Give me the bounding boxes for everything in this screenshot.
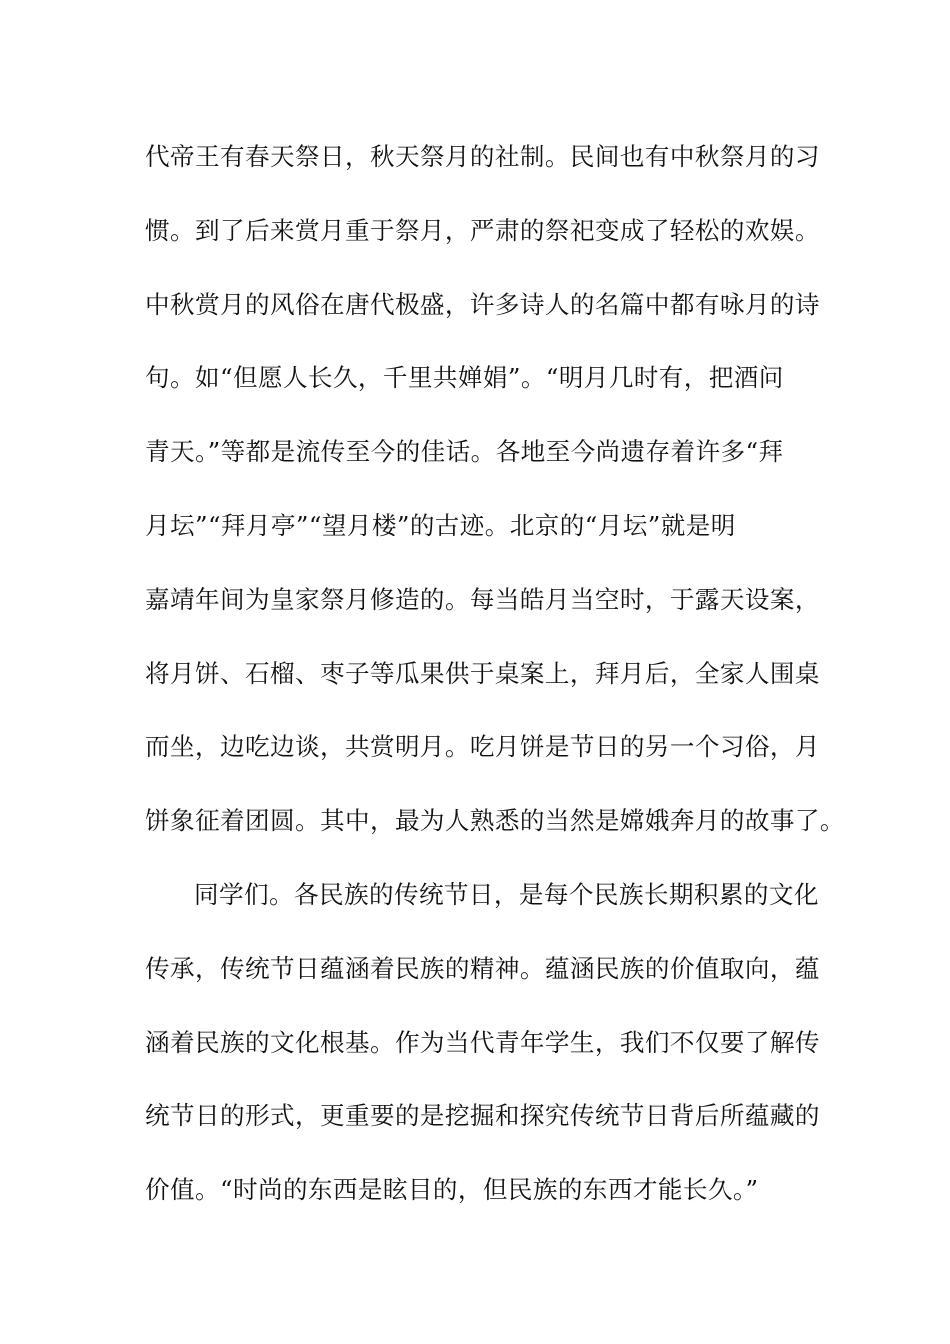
text-line: 嘉靖年间为皇家祭月修造的。每当皓月当空时，于露天设案， (145, 584, 820, 614)
text-line: 青天。”等都是流传至今的佳话。各地至今尚遗存着许多“拜 (145, 437, 784, 467)
text-line: 传承，传统节日蕴涵着民族的精神。蕴涵民族的价值取向，蕴 (145, 953, 820, 983)
text-line: 统节日的形式，更重要的是挖掘和探究传统节日背后所蕴藏的 (145, 1101, 820, 1131)
paragraph-start-line: 同学们。各民族的传统节日，是每个民族长期积累的文化 (194, 879, 819, 909)
text-line: 将月饼、石榴、枣子等瓜果供于桌案上，拜月后，全家人围桌 (145, 658, 820, 688)
text-line: 而坐，边吃边谈，共赏明月。吃月饼是节日的另一个习俗，月 (145, 732, 820, 762)
text-line: 中秋赏月的风俗在唐代极盛，许多诗人的名篇中都有咏月的诗 (145, 289, 820, 319)
text-line: 代帝王有春天祭日，秋天祭月的社制。民间也有中秋祭月的习 (145, 142, 820, 171)
text-line: 涵着民族的文化根基。作为当代青年学生，我们不仅要了解传 (145, 1027, 820, 1057)
text-line: 饼象征着团圆。其中，最为人熟悉的当然是嫦娥奔月的故事了。 (145, 806, 845, 836)
text-line: 惯。到了后来赏月重于祭月，严肃的祭祀变成了轻松的欢娱。 (145, 215, 820, 245)
body-text (145, 129, 845, 1236)
text-line: 价值。“时尚的东西是眩目的，但民族的东西才能长久。” (145, 1175, 759, 1205)
text-line: 月坛”“拜月亭”“望月楼”的古迹。北京的“月坛”就是明 (145, 510, 736, 540)
text-line: 句。如“但愿人长久，千里共婵娟”。“明月几时有，把酒问 (145, 363, 784, 393)
